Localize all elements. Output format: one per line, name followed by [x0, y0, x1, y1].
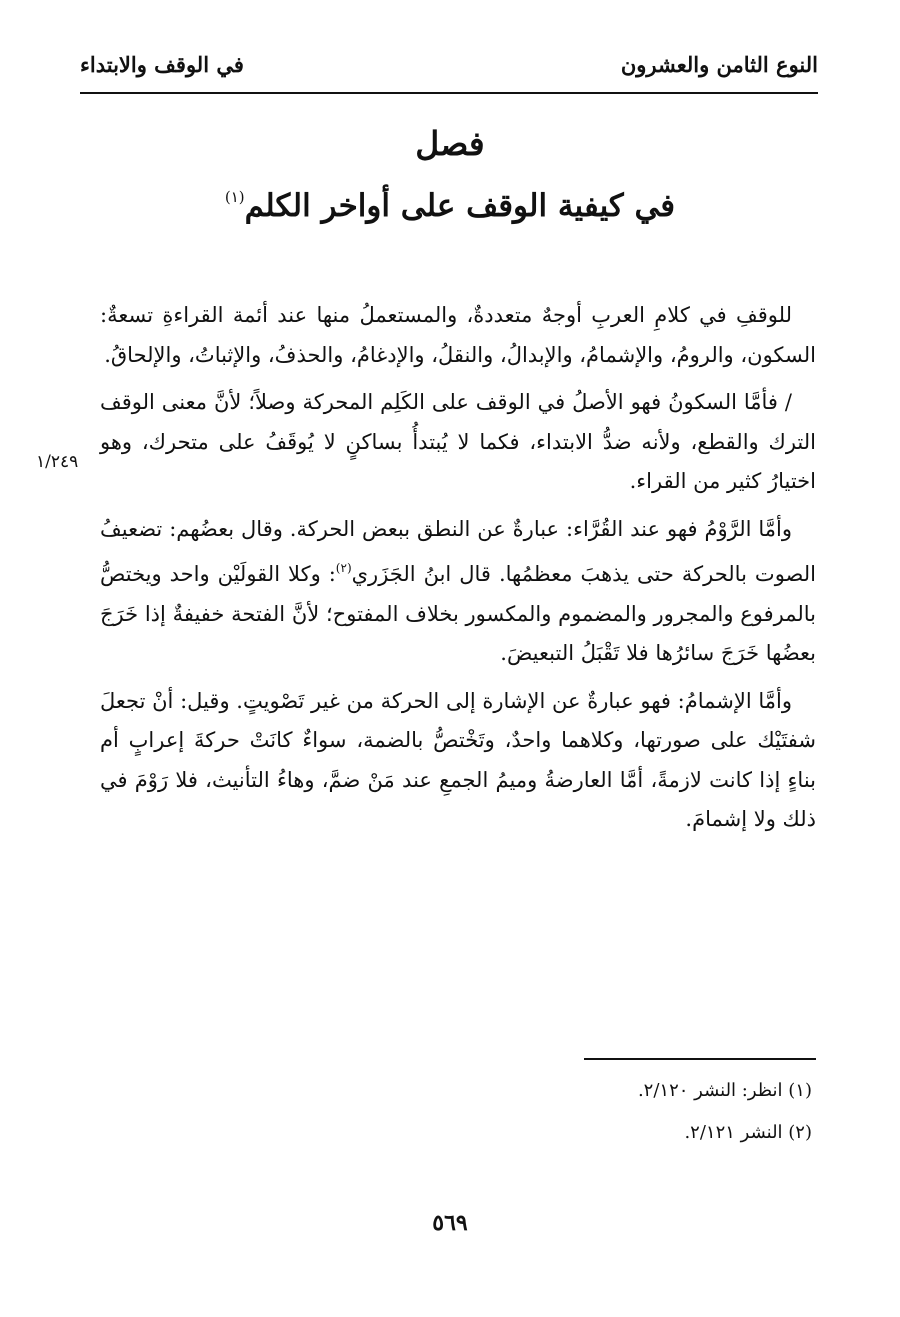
section-label: فصل [415, 124, 485, 163]
paragraph-rawm-text: وأمَّا الرَّوْمُ فهو عند القُرَّاء: عبارةٌ عن النطق ببعض الحركة. وقال بعضُهم: تضعيفُ الصوت بالحركة حتى يذهبَ معظمُها. قال ابنُ الجَزَري [100, 516, 816, 586]
paragraph-ishmam: وأمَّا الإشمامُ: فهو عبارةٌ عن الإشارة إلى الحركة من غير تَصْويتٍ. وقيل: أنْ تجعلَ شفتَيْك على صورتها، وكلاهما واحدٌ، وتَخْتصُّ بالضمة، سواءٌ كانَتْ حركةَ إعرابٍ أم بناءٍ إذا كانت لازمةً، أمَّا العارضةُ وميمُ الجمعِ عند مَنْ ضمَّ، وهاءُ التأنيث، فلا رَوْمَ في ذلك ولا إشمامَ. [100, 688, 816, 831]
margin-page-reference: ١/٢٤٩ [36, 452, 79, 472]
header-topic-title: في الوقف والابتداء [80, 52, 244, 77]
footnote-2: (٢) النشر ٢/١٢١. [684, 1122, 812, 1143]
paragraph-sukun: / فأمَّا السكونُ فهو الأصلُ في الوقف على الكَلِم المحركة وصلاً؛ لأنَّ معنى الوقف الترك والقطع، ولأنه ضدُّ الابتداء، فكما لا يُبتدأُ بساكنٍ لا يُوقَفُ على متحرك، وهو اختيارُ كثير من القراء. [100, 390, 816, 493]
header-chapter-title: النوع الثامن والعشرون [620, 52, 818, 77]
page-number: ٥٦٩ [432, 1210, 468, 1236]
paragraph-intro: للوقفِ في كلامِ العربِ أوجهٌ متعددةٌ، والمستعملُ منها عند أئمة القراءةِ تسعةٌ: السكون، والرومُ، والإشمامُ، والإبدالُ، والنقلُ، والإدغامُ، والحذفُ، والإثباتُ، والإلحاقُ. [100, 303, 816, 367]
chapter-title [0, 188, 900, 224]
running-header [80, 48, 818, 94]
chapter-title-text: في كيفية الوقف على أواخر الكلم [244, 188, 676, 224]
footnote-1: (١) انظر: النشر ٢/١٢٠. [637, 1080, 812, 1101]
main-text [100, 296, 816, 848]
footnote-marker-2: (٢) [335, 561, 352, 575]
chapter-title-footnote-marker: (١) [224, 188, 245, 206]
paragraph-rawm [100, 510, 816, 674]
footnote-separator [584, 1058, 816, 1060]
footnotes [100, 1070, 812, 1154]
paragraph-rawm-continuation: : وكلا القولَيْن واحد ويختصُّ بالمرفوع والمجرور والمضموم والمكسور بخلاف المفتوح؛ لأنَّ الفتحة خفيفةٌ إذا خَرَجَ بعضُها خَرَجَ سائرُها فلا تَقْبَلُ التبعيضَ. [100, 562, 816, 665]
